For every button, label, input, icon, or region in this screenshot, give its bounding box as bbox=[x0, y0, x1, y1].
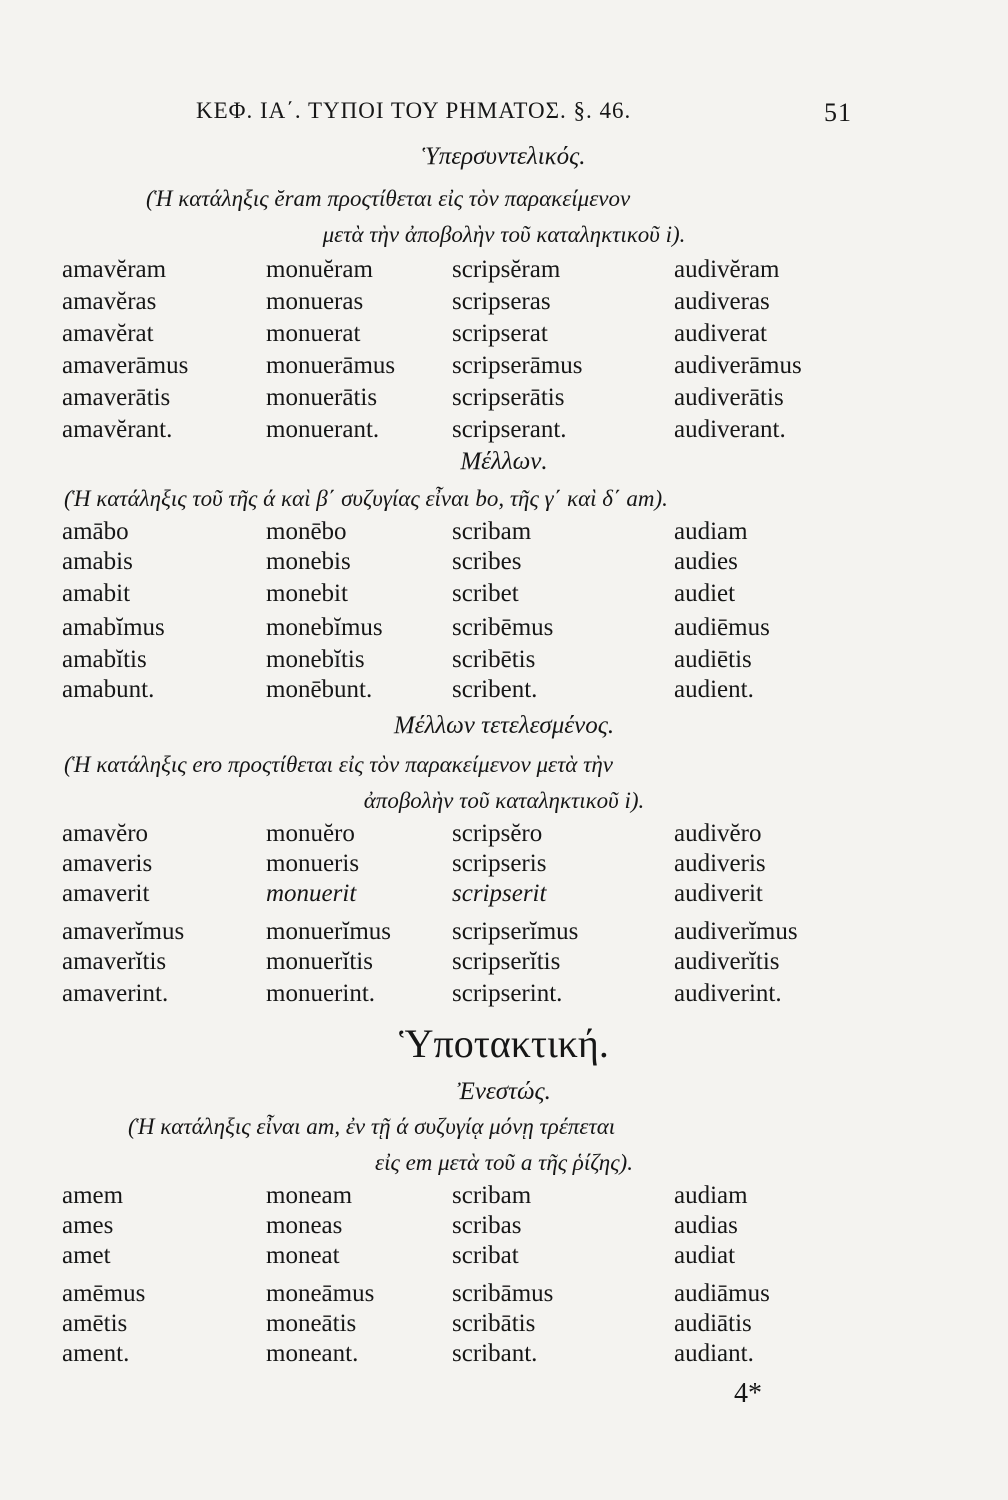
form-fourth-conjugation: audiētis bbox=[674, 646, 752, 673]
form-first-conjugation: amaverit bbox=[62, 880, 150, 907]
form-first-conjugation: amaverĭtis bbox=[62, 948, 167, 975]
form-first-conjugation: amabit bbox=[62, 580, 131, 607]
form-first-conjugation: amaverĭmus bbox=[62, 918, 185, 945]
form-second-conjugation: monuerint. bbox=[266, 980, 376, 1007]
section-note-line: εἰς em μετὰ τοῦ a τῆς ῥίζης). bbox=[375, 1150, 633, 1175]
form-third-conjugation: scribant. bbox=[452, 1340, 538, 1367]
conjugation-row bbox=[0, 1340, 1008, 1370]
conjugation-row bbox=[0, 948, 1008, 978]
section-title: Μέλλων. bbox=[460, 448, 548, 475]
conjugation-row bbox=[0, 1310, 1008, 1340]
running-header bbox=[196, 98, 852, 130]
form-fourth-conjugation: audias bbox=[674, 1212, 738, 1239]
form-first-conjugation: amabis bbox=[62, 548, 133, 575]
form-third-conjugation: scribam bbox=[452, 1182, 532, 1209]
form-first-conjugation: amaveris bbox=[62, 850, 153, 877]
form-first-conjugation: amavĕro bbox=[62, 820, 149, 847]
form-fourth-conjugation: audies bbox=[674, 548, 738, 575]
form-fourth-conjugation: audivĕro bbox=[674, 820, 762, 847]
form-second-conjugation: monuerat bbox=[266, 320, 361, 347]
form-second-conjugation: monuerĭmus bbox=[266, 918, 391, 945]
conjugation-row bbox=[0, 288, 1008, 318]
form-first-conjugation: amabĭtis bbox=[62, 646, 147, 673]
form-third-conjugation: scribātis bbox=[452, 1310, 536, 1337]
form-third-conjugation: scripserint. bbox=[452, 980, 563, 1007]
section-note-line: (Ἡ κατάληξις τοῦ τῆς ά καὶ β΄ συζυγίας εἶναι bo, τῆς γ΄ καὶ δ΄ am). bbox=[64, 486, 668, 511]
form-first-conjugation: amavĕrant. bbox=[62, 416, 173, 443]
form-second-conjugation: monebis bbox=[266, 548, 351, 575]
form-third-conjugation: scribat bbox=[452, 1242, 519, 1269]
form-first-conjugation: ames bbox=[62, 1212, 114, 1239]
form-first-conjugation: amēmus bbox=[62, 1280, 146, 1307]
form-second-conjugation: monuerit bbox=[266, 880, 357, 907]
section-note-line: (Ἡ κατάληξις ĕram προςτίθεται εἰς τὸν παρακείμενον bbox=[146, 186, 631, 211]
form-fourth-conjugation: audiverātis bbox=[674, 384, 784, 411]
form-first-conjugation: amabĭmus bbox=[62, 614, 165, 641]
form-fourth-conjugation: audiāmus bbox=[674, 1280, 770, 1307]
signature-mark: 4* bbox=[734, 1378, 762, 1409]
form-fourth-conjugation: audiet bbox=[674, 580, 736, 607]
form-fourth-conjugation: audiēmus bbox=[674, 614, 770, 641]
form-first-conjugation: amavĕrat bbox=[62, 320, 154, 347]
form-third-conjugation: scripseris bbox=[452, 850, 547, 877]
form-second-conjugation: monebĭtis bbox=[266, 646, 365, 673]
section-note-line: ἀποβολὴν τοῦ καταληκτικοῦ i). bbox=[363, 788, 645, 813]
form-third-conjugation: scripserit bbox=[452, 880, 547, 907]
conjugation-row bbox=[0, 1280, 1008, 1310]
form-second-conjugation: moneātis bbox=[266, 1310, 357, 1337]
form-first-conjugation: amabunt. bbox=[62, 676, 155, 703]
form-third-conjugation: scribas bbox=[452, 1212, 522, 1239]
conjugation-row bbox=[0, 580, 1008, 610]
conjugation-row bbox=[0, 646, 1008, 676]
form-third-conjugation: scribet bbox=[452, 580, 519, 607]
form-third-conjugation: scribāmus bbox=[452, 1280, 554, 1307]
conjugation-row bbox=[0, 320, 1008, 350]
form-third-conjugation: scribent. bbox=[452, 676, 538, 703]
form-first-conjugation: amaverāmus bbox=[62, 352, 189, 379]
form-first-conjugation: ament. bbox=[62, 1340, 130, 1367]
form-second-conjugation: monuerāmus bbox=[266, 352, 396, 379]
form-first-conjugation: amavĕras bbox=[62, 288, 157, 315]
form-first-conjugation: amem bbox=[62, 1182, 124, 1209]
form-third-conjugation: scribētis bbox=[452, 646, 536, 673]
form-first-conjugation: amavĕram bbox=[62, 256, 167, 283]
form-first-conjugation: amābo bbox=[62, 518, 129, 545]
form-second-conjugation: monebit bbox=[266, 580, 348, 607]
section-note-line: (Ἡ κατάληξις εἶναι am, ἐν τῇ ά συζυγίᾳ μόνῃ τρέπεται bbox=[128, 1114, 616, 1139]
form-fourth-conjugation: audiat bbox=[674, 1242, 736, 1269]
section-note-line: (Ἡ κατάληξις ero προςτίθεται εἰς τὸν παρακείμενον μετὰ τὴν bbox=[64, 752, 613, 777]
section-title: Ὑπερσυντελικός. bbox=[422, 143, 586, 170]
form-third-conjugation: scripserant. bbox=[452, 416, 567, 443]
form-second-conjugation: monuerĭtis bbox=[266, 948, 373, 975]
form-fourth-conjugation: audiverĭmus bbox=[674, 918, 798, 945]
form-fourth-conjugation: audiveris bbox=[674, 850, 766, 877]
form-fourth-conjugation: audiverant. bbox=[674, 416, 786, 443]
form-second-conjugation: monueras bbox=[266, 288, 364, 315]
conjugation-row bbox=[0, 352, 1008, 382]
section-title: Μέλλων τετελεσμένος. bbox=[393, 712, 615, 739]
section-title: Ἐνεστώς. bbox=[457, 1078, 551, 1105]
conjugation-row bbox=[0, 1182, 1008, 1212]
form-third-conjugation: scribam bbox=[452, 518, 532, 545]
form-fourth-conjugation: audiverit bbox=[674, 880, 763, 907]
conjugation-row bbox=[0, 676, 1008, 706]
running-title: ΚΕΦ. ΙΑ΄. ΤΥΠΟΙ ΤΟΥ ΡΗΜΑΤΟΣ. §. 46. bbox=[196, 98, 632, 123]
conjugation-row bbox=[0, 416, 1008, 446]
form-second-conjugation: monēbunt. bbox=[266, 676, 373, 703]
conjugation-row bbox=[0, 1242, 1008, 1272]
form-third-conjugation: scripseras bbox=[452, 288, 551, 315]
conjugation-row bbox=[0, 614, 1008, 644]
form-third-conjugation: scripserĭtis bbox=[452, 948, 561, 975]
form-second-conjugation: moneam bbox=[266, 1182, 353, 1209]
form-second-conjugation: monuĕram bbox=[266, 256, 373, 283]
conjugation-row bbox=[0, 880, 1008, 910]
form-fourth-conjugation: audiverat bbox=[674, 320, 768, 347]
form-second-conjugation: monuerant. bbox=[266, 416, 380, 443]
conjugation-row bbox=[0, 384, 1008, 414]
form-third-conjugation: scripserĭmus bbox=[452, 918, 579, 945]
form-first-conjugation: amaverint. bbox=[62, 980, 169, 1007]
form-fourth-conjugation: audiverāmus bbox=[674, 352, 802, 379]
form-second-conjugation: moneāmus bbox=[266, 1280, 375, 1307]
mood-heading: Ὑποτακτική. bbox=[399, 1021, 609, 1066]
conjugation-row bbox=[0, 918, 1008, 948]
form-fourth-conjugation: audiam bbox=[674, 1182, 748, 1209]
form-second-conjugation: monuerātis bbox=[266, 384, 378, 411]
form-third-conjugation: scripsĕro bbox=[452, 820, 543, 847]
form-second-conjugation: monebĭmus bbox=[266, 614, 383, 641]
form-third-conjugation: scribes bbox=[452, 548, 522, 575]
form-fourth-conjugation: audiverĭtis bbox=[674, 948, 780, 975]
form-third-conjugation: scripsĕram bbox=[452, 256, 561, 283]
conjugation-row bbox=[0, 850, 1008, 880]
conjugation-row bbox=[0, 1212, 1008, 1242]
form-fourth-conjugation: audiveras bbox=[674, 288, 770, 315]
form-second-conjugation: monuĕro bbox=[266, 820, 355, 847]
form-fourth-conjugation: audiam bbox=[674, 518, 748, 545]
conjugation-row bbox=[0, 256, 1008, 286]
page-number: 51 bbox=[824, 98, 852, 127]
form-third-conjugation: scripserātis bbox=[452, 384, 565, 411]
form-second-conjugation: moneat bbox=[266, 1242, 340, 1269]
form-fourth-conjugation: audient. bbox=[674, 676, 754, 703]
form-first-conjugation: amet bbox=[62, 1242, 111, 1269]
form-third-conjugation: scribēmus bbox=[452, 614, 554, 641]
form-third-conjugation: scripserat bbox=[452, 320, 548, 347]
form-second-conjugation: monēbo bbox=[266, 518, 347, 545]
form-fourth-conjugation: audiverint. bbox=[674, 980, 782, 1007]
conjugation-row bbox=[0, 980, 1008, 1010]
conjugation-row bbox=[0, 518, 1008, 548]
form-fourth-conjugation: audiātis bbox=[674, 1310, 752, 1337]
form-third-conjugation: scripserāmus bbox=[452, 352, 583, 379]
form-first-conjugation: amētis bbox=[62, 1310, 128, 1337]
form-second-conjugation: moneas bbox=[266, 1212, 343, 1239]
form-second-conjugation: monueris bbox=[266, 850, 360, 877]
form-first-conjugation: amaverātis bbox=[62, 384, 171, 411]
form-second-conjugation: moneant. bbox=[266, 1340, 359, 1367]
form-fourth-conjugation: audivĕram bbox=[674, 256, 780, 283]
conjugation-row bbox=[0, 820, 1008, 850]
conjugation-row bbox=[0, 548, 1008, 578]
form-fourth-conjugation: audiant. bbox=[674, 1340, 754, 1367]
section-note-line: μετὰ τὴν ἀποβολὴν τοῦ καταληκτικοῦ i). bbox=[322, 222, 686, 247]
